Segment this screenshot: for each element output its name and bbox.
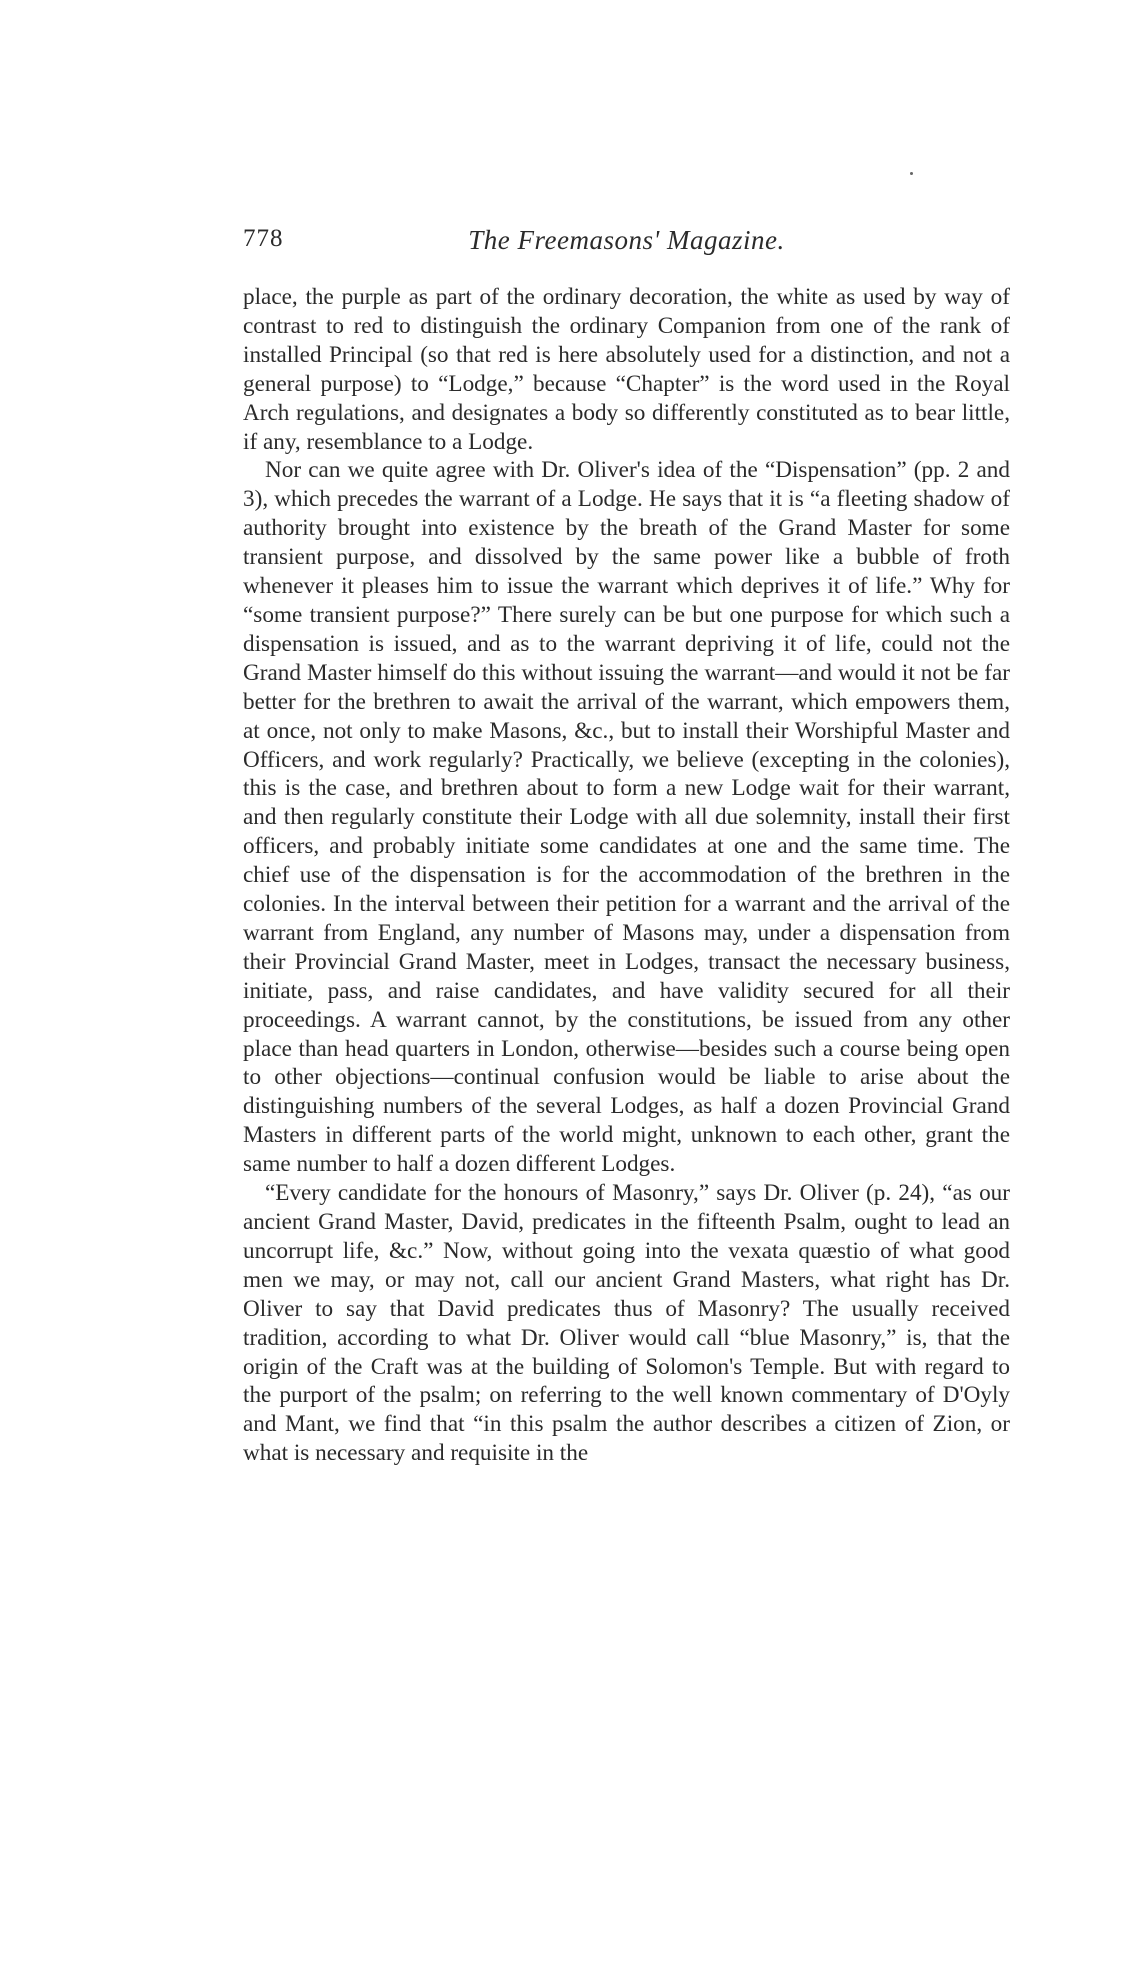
paragraph: Nor can we quite agree with Dr. Oliver's idea of the “Dispensation” (pp. 2 and 3), which precedes the warrant of a Lodge. He says that it is “a fleeting shadow of authority brought into existence by the breath of the Grand Master for some transient purpose, and dissolved by the same power like a bubble of froth whenever it pleases him to issue the warrant which deprives it of life.” Why for “some transient purpose?” There surely can be but one purpose for which such a dispensation is issued, and as to the warrant depriving it of life, could not the Grand Master himself do this without issuing the warrant—and would it not be far better for the brethren to await the arrival of the warrant, which empowers them, at once, not only to make Masons, &c., but to install their Worshipful Master and Officers, and work regularly? Practically, we believe (excepting in the colonies), this is the case, and brethren about to form a new Lodge wait for their warrant, and then regularly constitute their Lodge with all due solemnity, install their first officers, and probably initiate some candidates at one and the same time. The chief use of the dispensation is for the accommodation of the brethren in the colonies. In the interval between their petition for a warrant and the arrival of the warrant from England, any number of Masons may, under a dispensation from their Provincial Grand Master, meet in Lodges, transact the necessary business, initiate, pass, and raise candidates, and have validity secured for all their proceedings. A warrant cannot, by the constitutions, be issued from any other place than head quarters in London, otherwise—besides such a course being open to other objections—continual confusion would be liable to arise about the distinguishing numbers of the several Lodges, as half a dozen Provincial Grand Masters in different parts of the world might, unknown to each other, grant the same number to half a dozen different Lodges. [243, 457, 1010, 1178]
page-number: 778 [243, 225, 284, 252]
paragraph: place, the purple as part of the ordinary decoration, the white as used by way of contrast to red to distinguish the ordinary Companion from one of the rank of installed Principal (so that red is here absolutely used for a distinction, and not a general purpose) to “Lodge,” because “Chapter” is the word used in the Royal Arch regulations, and designates a body so differently constituted as to bear little, if any, resemblance to a Lodge. [243, 284, 1010, 455]
article-body [243, 283, 1010, 1468]
page-header [243, 225, 1010, 265]
running-title: The Freemasons' Magazine. [468, 225, 785, 255]
ink-speck [910, 172, 913, 175]
paragraph: “Every candidate for the honours of Masonry,” says Dr. Oliver (p. 24), “as our ancient Grand Master, David, predicates in the fifteenth Psalm, ought to lead an uncorrupt life, &c.” Now, without going into the vexata quæstio of what good men we may, or may not, call our ancient Grand Masters, what right has Dr. Oliver to say that David predicates thus of Masonry? The usually received tradition, according to what Dr. Oliver would call “blue Masonry,” is, that the origin of the Craft was at the building of Solomon's Temple. But with regard to the purport of the psalm; on referring to the well known commentary of D'Oyly and Mant, we find that “in this psalm the author describes a citizen of Zion, or what is necessary and requisite in the [243, 1180, 1010, 1467]
